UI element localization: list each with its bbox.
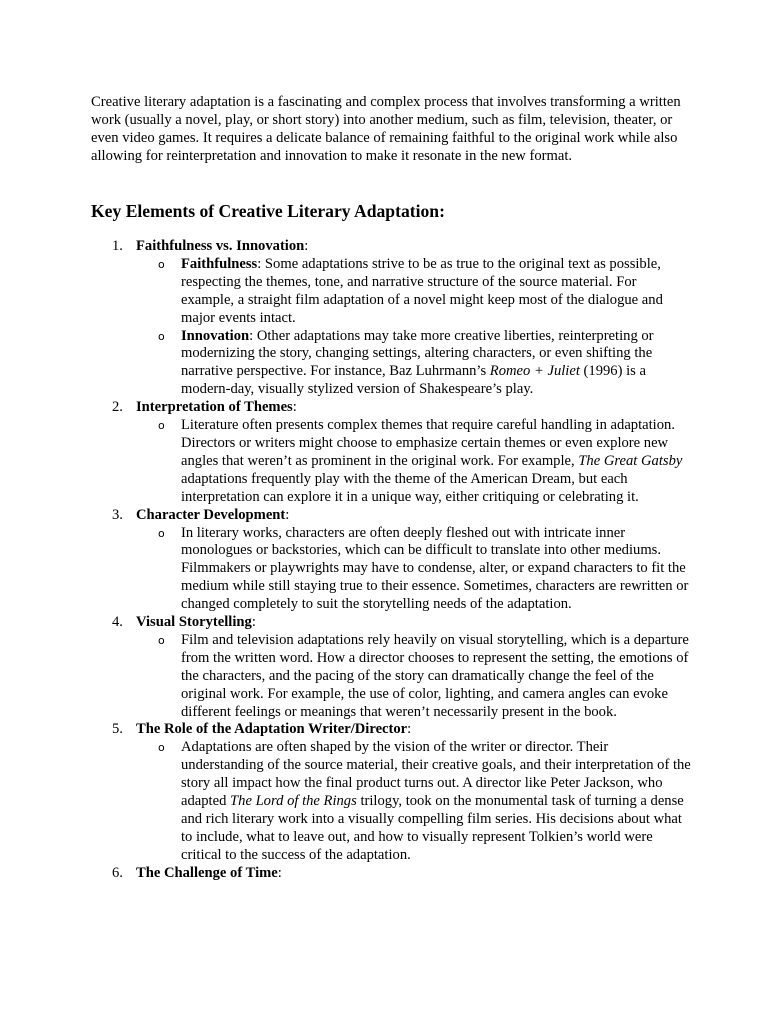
list-item bbox=[91, 238, 691, 399]
sub-item-text: : Some adaptations strive to be as true to the original text as possible, respecting the themes, tone, and narrative structure of the source material. For example, a straight film adaptation of a novel might keep most of the dialogue and major events intact. bbox=[181, 255, 663, 326]
sub-item bbox=[91, 525, 691, 615]
title-colon: : bbox=[251, 614, 256, 631]
list-item-header bbox=[91, 238, 691, 256]
list-item-header bbox=[91, 614, 691, 632]
bullet-icon: o bbox=[158, 257, 165, 271]
title-colon: : bbox=[304, 238, 309, 254]
sub-item-lead: Faithfulness bbox=[181, 255, 258, 272]
sub-item bbox=[91, 739, 691, 864]
list-item-header bbox=[91, 865, 691, 883]
list-item-title: The Challenge of Time bbox=[136, 864, 278, 881]
intro-paragraph: Creative literary adaptation is a fascinating and complex process that involves transforming a written work (usually a novel, play, or short story) into another medium, such as film, television, theater, or even video games. It requires a delicate balance of remaining faithful to the original work while also allowing for reinterpretation and innovation to make it resonate in the new format. bbox=[91, 94, 681, 164]
list-number: 3. bbox=[112, 506, 123, 523]
bullet-icon: o bbox=[158, 419, 165, 433]
list-number: 1. bbox=[112, 238, 123, 254]
list-item-header bbox=[91, 721, 691, 739]
list-item-title: Interpretation of Themes bbox=[136, 399, 293, 416]
title-colon: : bbox=[407, 721, 412, 738]
list-item-header bbox=[91, 399, 691, 417]
list-item bbox=[91, 721, 691, 864]
sub-item-text: adaptations frequently play with the theme of the American Dream, but each interpretation can explore it in a unique way, either critiquing or celebrating it. bbox=[181, 470, 639, 505]
numbered-list bbox=[91, 238, 691, 883]
list-item bbox=[91, 507, 691, 614]
list-item bbox=[91, 614, 691, 721]
list-item-title: Character Development bbox=[136, 506, 286, 523]
sub-item-text: In literary works, characters are often deeply fleshed out with intricate inner monologues or backstories, which can be difficult to translate into other mediums. Filmmakers or playwrights may have to condense, alter, or expand characters to fit the medium while still staying true to their essence. Sometimes, characters are rewritten or changed completely to suit the storytelling needs of the adaptation. bbox=[181, 524, 689, 613]
section-heading: Key Elements of Creative Literary Adaptation: bbox=[91, 201, 445, 221]
title-colon: : bbox=[285, 506, 290, 523]
list-number: 6. bbox=[112, 864, 123, 881]
sub-item bbox=[91, 417, 691, 507]
list-number: 4. bbox=[112, 614, 123, 631]
sub-item-lead: Innovation bbox=[181, 327, 250, 344]
list-item-title: Visual Storytelling bbox=[136, 614, 252, 631]
title-colon: : bbox=[277, 864, 282, 881]
bullet-icon: o bbox=[158, 329, 165, 343]
list-item-header bbox=[91, 507, 691, 525]
list-item-title: Faithfulness vs. Innovation bbox=[136, 238, 305, 254]
list-number: 2. bbox=[112, 399, 123, 416]
sub-item bbox=[91, 256, 691, 328]
bullet-icon: o bbox=[158, 526, 165, 540]
sub-item-text: (1996) is a modern-day, visually stylized version of Shakespeare’s play. bbox=[181, 363, 646, 398]
title-colon: : bbox=[292, 399, 297, 416]
bullet-icon: o bbox=[158, 633, 165, 647]
work-title: The Great Gatsby bbox=[578, 452, 683, 469]
work-title: Romeo + Juliet bbox=[489, 363, 580, 380]
sub-item-text: trilogy, took on the monumental task of turning a dense and rich literary work into a visually compelling film series. His decisions about what to include, what to leave out, and how to visually represent Tolkien’s world were critical to the success of the adaptation. bbox=[181, 793, 684, 863]
sub-item-text: Adaptations are often shaped by the vision of the writer or director. Their understanding of the source material, their creative goals, and their interpretation of the story all impact how the final product turns out. A director like Peter Jackson, who adapted bbox=[181, 739, 691, 810]
list-item-title: The Role of the Adaptation Writer/Director bbox=[136, 721, 408, 738]
bullet-icon: o bbox=[158, 741, 165, 755]
sub-item bbox=[91, 632, 691, 722]
sub-item-text: : Other adaptations may take more creative liberties, reinterpreting or modernizing the story, changing settings, altering characters, or even shifting the narrative perspective. For instance, Baz Luhrmann’s bbox=[181, 327, 654, 380]
list-item bbox=[91, 865, 691, 883]
list-item bbox=[91, 399, 691, 506]
list-number: 5. bbox=[112, 721, 123, 738]
sub-item-text: Film and television adaptations rely heavily on visual storytelling, which is a departure from the written word. How a director chooses to represent the setting, the emotions of the characters, and the pacing of the story can dramatically change the feel of the original work. For example, the use of color, lighting, and camera angles can evoke different feelings or meanings that weren’t necessarily present in the book. bbox=[181, 631, 689, 720]
sub-item bbox=[91, 328, 691, 400]
work-title: The Lord of the Rings bbox=[230, 793, 357, 810]
sub-item-text: Literature often presents complex themes that require careful handling in adaptation. Directors or writers might choose to emphasize certain themes or even explore new angles that weren’t as prominent in the original work. For example, bbox=[181, 417, 675, 469]
